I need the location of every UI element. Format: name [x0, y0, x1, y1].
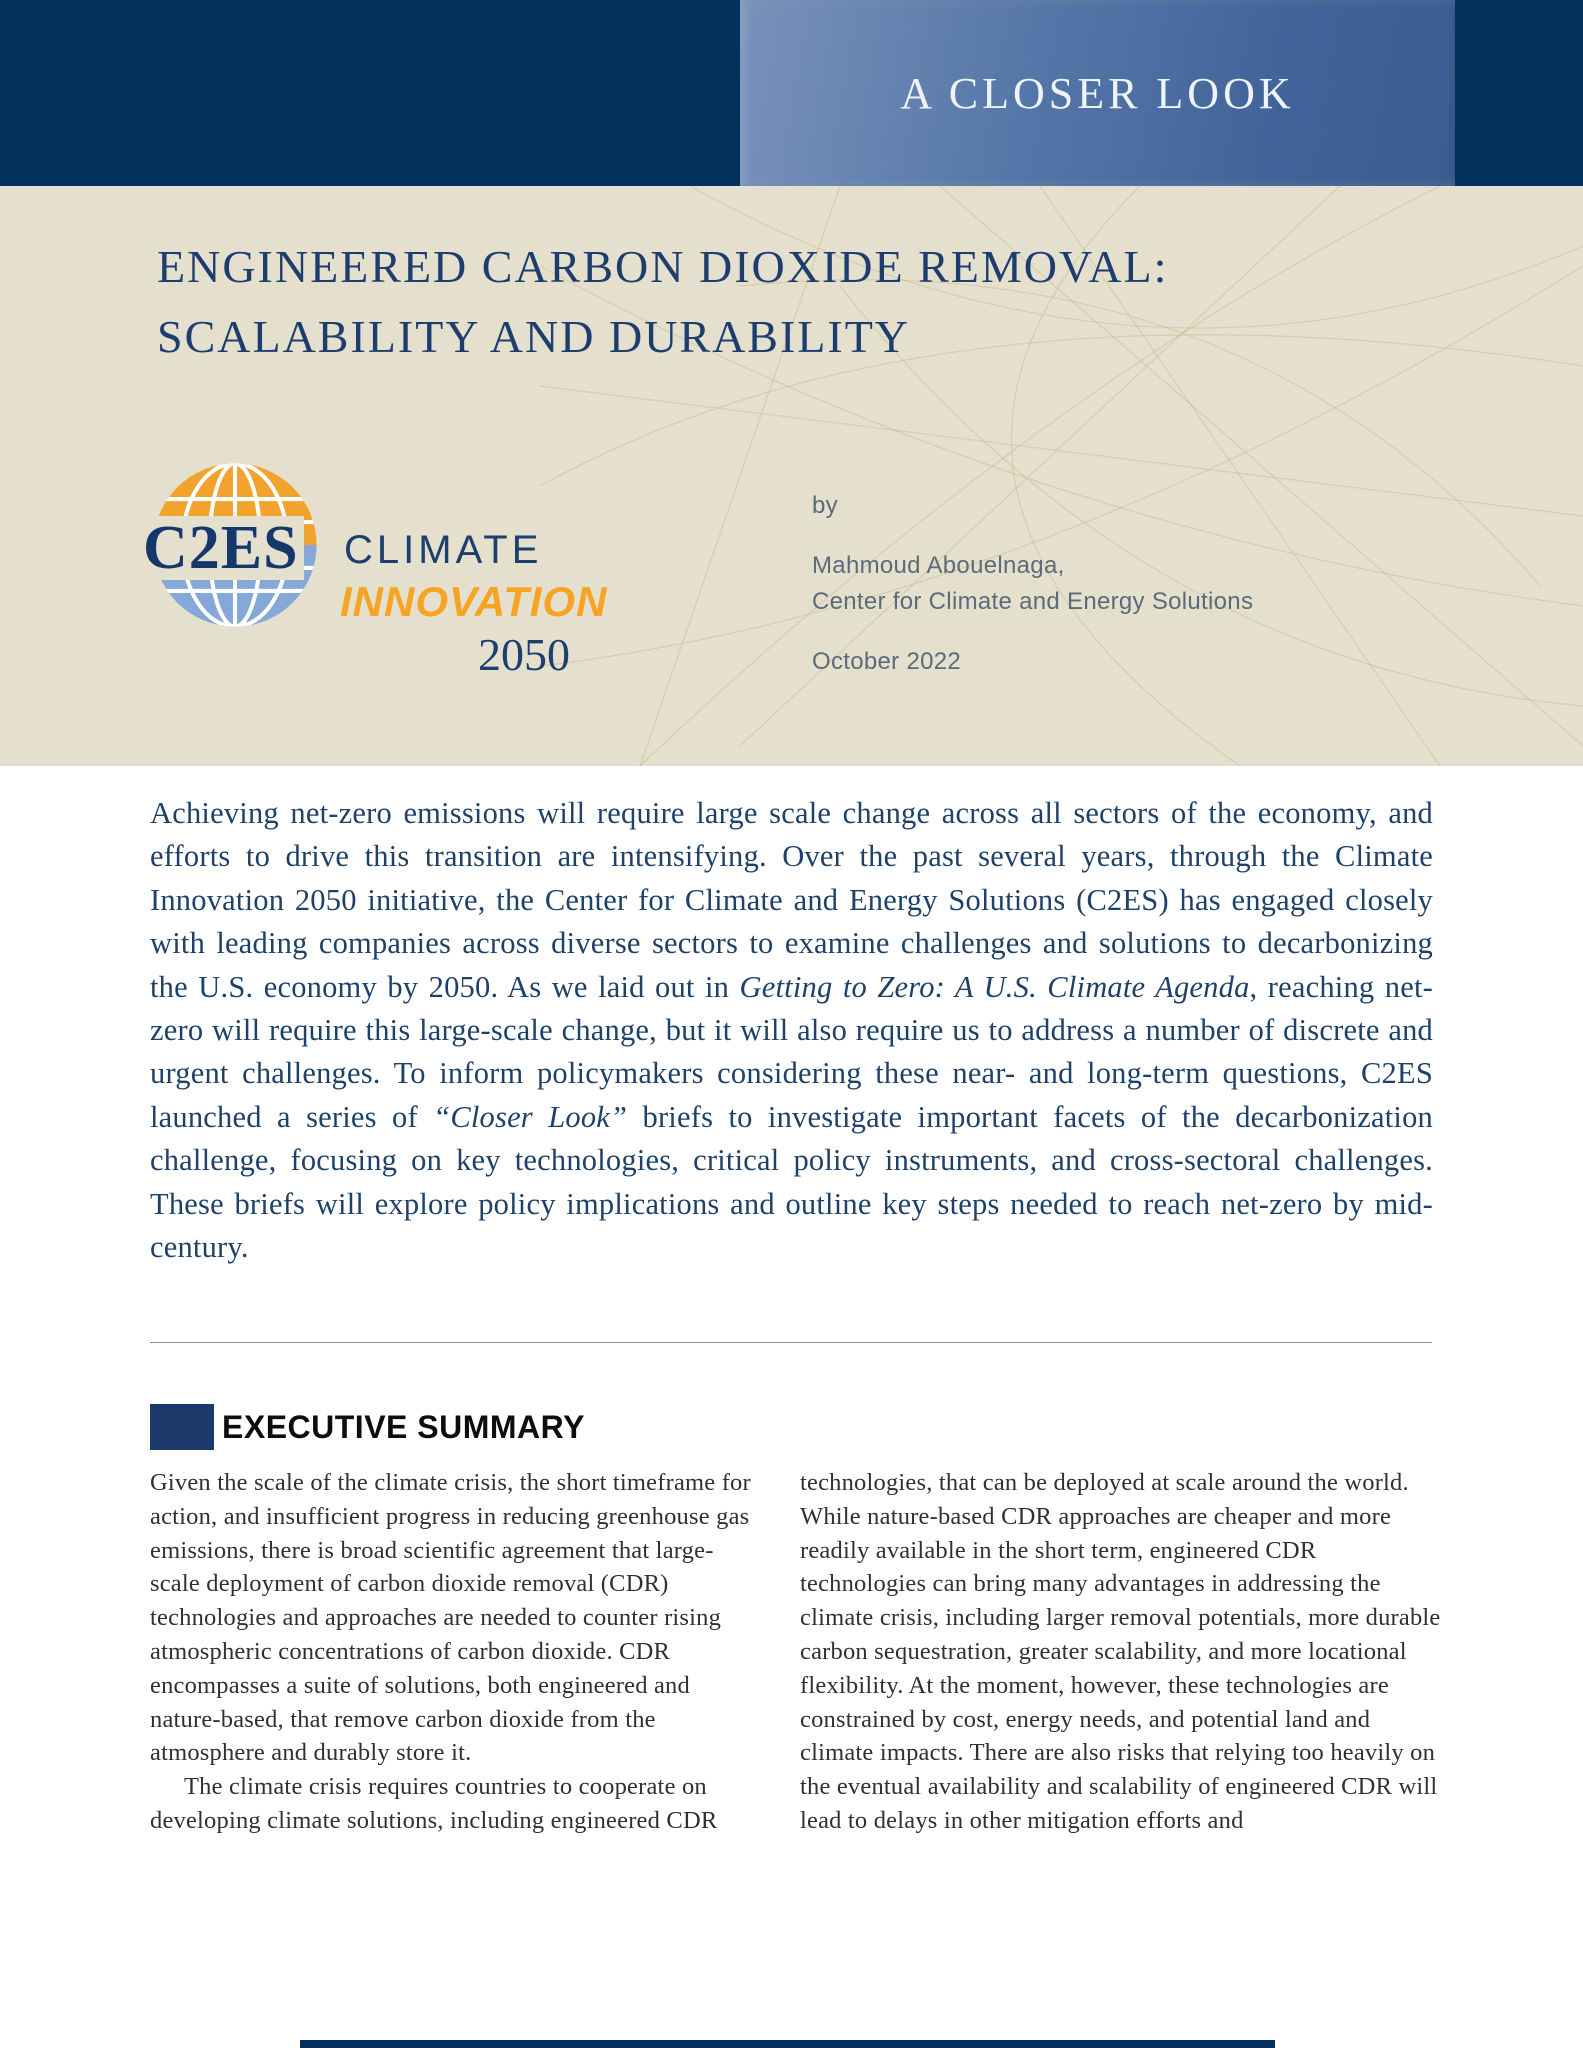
- intro-segment-italic: Getting to Zero: A U.S. Climate Agenda: [739, 969, 1250, 1004]
- top-banner: [0, 0, 1583, 186]
- summary-column-right: [800, 1466, 1445, 1838]
- byline-author: Mahmoud Abouelnaga,: [812, 552, 1065, 579]
- badge-label: A CLOSER LOOK: [900, 68, 1295, 118]
- intro-segment: , reaching net-zero will require this large-scale change, but it will also require us to address a number of discrete and urgent challenges. To inform policymakers considering these near- and long-term questions, C2ES launched a series of: [150, 969, 1433, 1134]
- summary-paragraph: The climate crisis requires countries to cooperate on developing climate solutions, including engineered CDR: [150, 1773, 718, 1834]
- header-section: [0, 186, 1583, 766]
- intro-segment-italic: “Closer Look”: [433, 1099, 628, 1134]
- c2es-logo-acronym: C2ES: [138, 516, 304, 580]
- heading-accent-square: [150, 1404, 214, 1450]
- logo-year-2050: 2050: [478, 629, 570, 680]
- summary-paragraph: technologies, that can be deployed at scale around the world. While nature-based CDR approaches are cheaper and more readily available in the short term, engineered CDR technologies can bring many advantages in addressing the climate crisis, including larger removal potentials, more durable carbon sequestration, greater scalability, and more locational flexibility. At the moment, however, these technologies are constrained by cost, energy needs, and potential land and climate impacts. There are also risks that relying too heavily on the eventual availability and scalability of engineered CDR will lead to delays in other mitigation efforts and: [800, 1469, 1441, 1834]
- intro-paragraph: [150, 792, 1433, 1269]
- logo-word-innovation: INNOVATION: [340, 578, 608, 625]
- executive-summary-heading: EXECUTIVE SUMMARY: [222, 1409, 585, 1445]
- title-line-2: SCALABILITY AND DURABILITY: [157, 311, 911, 362]
- summary-paragraph: Given the scale of the climate crisis, the short timeframe for action, and insufficient progress in reducing greenhouse gas emissions, there is broad scientific agreement that large-scale deployment of carbon dioxide removal (CDR) technologies and approaches are needed to counter rising atmospheric concentrations of carbon dioxide. CDR encompasses a suite of solutions, both engineered and nature-based, that remove carbon dioxide from the atmosphere and durably store it.: [150, 1469, 751, 1767]
- title-line-1: ENGINEERED CARBON DIOXIDE REMOVAL:: [157, 241, 1169, 292]
- page-title: [157, 232, 1168, 372]
- footer-strip: [300, 2040, 1275, 2048]
- byline-prefix: by: [812, 492, 838, 519]
- summary-column-left: [150, 1466, 754, 1838]
- logo-word-climate: CLIMATE: [344, 528, 543, 572]
- section-divider: [150, 1342, 1432, 1343]
- byline-date: October 2022: [812, 648, 962, 675]
- byline-organization: Center for Climate and Energy Solutions: [812, 588, 1254, 615]
- closer-look-badge: [740, 0, 1455, 186]
- intro-segment: Achieving net-zero emissions will require large scale change across all sectors of the economy, and efforts to drive this transition are intensifying. Over the past several years, through the Climate Innovation 2050 initiative, the Center for Climate and Energy Solutions (C2ES) has engaged closely with leading companies across diverse sectors to examine challenges and solutions to decarbonizing the U.S. economy by 2050. As we laid out in: [150, 796, 1433, 1004]
- intro-segment: briefs to investigate important facets of the decarbonization challenge, focusing on key technologies, critical policy instruments, and cross-sectoral challenges. These briefs will explore policy implications and outline key steps needed to reach net-zero by mid-century.: [150, 1099, 1433, 1265]
